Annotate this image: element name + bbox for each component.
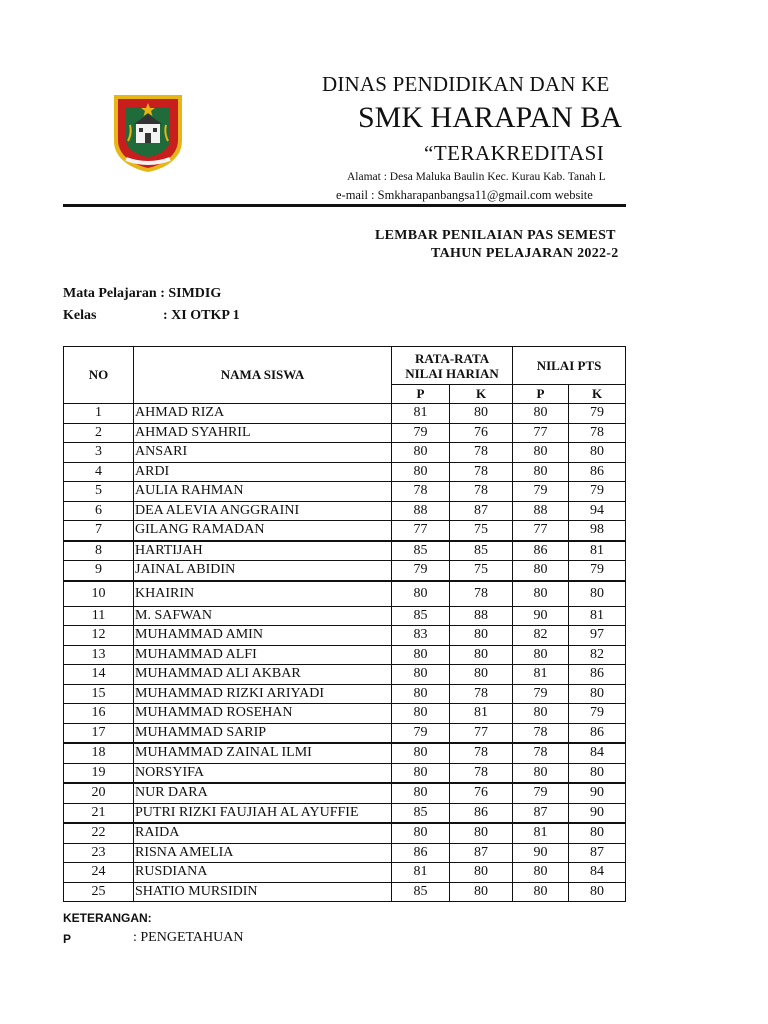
row-number: 5 xyxy=(64,482,134,502)
row-number: 7 xyxy=(64,521,134,541)
row-number: 22 xyxy=(64,823,134,843)
row-number: 25 xyxy=(64,882,134,902)
header-name: NAMA SISWA xyxy=(134,347,392,404)
daily-p-score: 80 xyxy=(392,783,450,803)
daily-k-score: 80 xyxy=(450,863,513,883)
pts-p-score: 80 xyxy=(513,704,569,724)
table-row xyxy=(64,581,626,607)
daily-p-score: 80 xyxy=(392,743,450,763)
student-name: MUHAMMAD ROSEHAN xyxy=(134,704,392,724)
daily-k-score: 80 xyxy=(450,882,513,902)
student-name: NUR DARA xyxy=(134,783,392,803)
daily-p-score: 81 xyxy=(392,404,450,424)
pts-p-score: 86 xyxy=(513,541,569,561)
table-row xyxy=(64,462,626,482)
header-daily-line1: RATA-RATA xyxy=(414,350,490,366)
pts-k-score: 80 xyxy=(569,684,626,704)
pts-p-score: 90 xyxy=(513,606,569,626)
school-crest-logo xyxy=(112,93,184,173)
row-number: 1 xyxy=(64,404,134,424)
class-value: : XI OTKP 1 xyxy=(163,308,240,323)
daily-k-score: 80 xyxy=(450,404,513,424)
pts-k-score: 80 xyxy=(569,581,626,607)
daily-k-score: 85 xyxy=(450,541,513,561)
daily-p-score: 86 xyxy=(392,843,450,863)
table-row xyxy=(64,645,626,665)
daily-p-score: 88 xyxy=(392,501,450,521)
row-number: 14 xyxy=(64,665,134,685)
table-row xyxy=(64,501,626,521)
accreditation-text: “TERAKREDITASI xyxy=(424,141,605,165)
header-daily-line2: NILAI HARIAN xyxy=(405,365,499,381)
table-row xyxy=(64,423,626,443)
student-name: MUHAMMAD SARIP xyxy=(134,723,392,743)
daily-k-score: 80 xyxy=(450,823,513,843)
daily-k-score: 78 xyxy=(450,581,513,607)
row-number: 24 xyxy=(64,863,134,883)
student-name: MUHAMMAD AMIN xyxy=(134,626,392,646)
daily-p-score: 80 xyxy=(392,823,450,843)
table-row xyxy=(64,803,626,823)
daily-k-score: 76 xyxy=(450,423,513,443)
table-row xyxy=(64,626,626,646)
header-no: NO xyxy=(64,347,134,404)
student-name: MUHAMMAD RIZKI ARIYADI xyxy=(134,684,392,704)
class-line xyxy=(63,308,240,324)
class-label: Kelas xyxy=(63,308,97,323)
daily-k-score: 77 xyxy=(450,723,513,743)
table-row xyxy=(64,541,626,561)
table-row xyxy=(64,823,626,843)
pts-p-score: 80 xyxy=(513,443,569,463)
daily-p-score: 80 xyxy=(392,704,450,724)
table-row xyxy=(64,482,626,502)
student-name: MUHAMMAD ALFI xyxy=(134,645,392,665)
row-number: 9 xyxy=(64,561,134,581)
legend-key-p: P xyxy=(63,932,72,946)
daily-k-score: 76 xyxy=(450,783,513,803)
row-number: 8 xyxy=(64,541,134,561)
header-pts: NILAI PTS xyxy=(513,347,626,385)
daily-p-score: 79 xyxy=(392,723,450,743)
table-row xyxy=(64,684,626,704)
daily-p-score: 78 xyxy=(392,482,450,502)
pts-k-score: 79 xyxy=(569,404,626,424)
daily-k-score: 78 xyxy=(450,684,513,704)
row-number: 2 xyxy=(64,423,134,443)
pts-k-score: 79 xyxy=(569,482,626,502)
row-number: 18 xyxy=(64,743,134,763)
daily-p-score: 85 xyxy=(392,882,450,902)
row-number: 6 xyxy=(64,501,134,521)
pts-p-score: 81 xyxy=(513,665,569,685)
row-number: 12 xyxy=(64,626,134,646)
daily-k-score: 80 xyxy=(450,645,513,665)
table-row xyxy=(64,863,626,883)
row-number: 11 xyxy=(64,606,134,626)
pts-k-score: 80 xyxy=(569,763,626,783)
pts-k-score: 84 xyxy=(569,863,626,883)
student-name: AHMAD RIZA xyxy=(134,404,392,424)
pts-p-score: 88 xyxy=(513,501,569,521)
row-number: 23 xyxy=(64,843,134,863)
row-number: 15 xyxy=(64,684,134,704)
daily-k-score: 78 xyxy=(450,462,513,482)
daily-k-score: 75 xyxy=(450,561,513,581)
pts-k-score: 81 xyxy=(569,606,626,626)
row-number: 13 xyxy=(64,645,134,665)
student-name: HARTIJAH xyxy=(134,541,392,561)
row-number: 21 xyxy=(64,803,134,823)
table-row xyxy=(64,443,626,463)
student-name: ANSARI xyxy=(134,443,392,463)
row-number: 10 xyxy=(64,581,134,607)
daily-p-score: 77 xyxy=(392,521,450,541)
student-name: SHATIO MURSIDIN xyxy=(134,882,392,902)
pts-p-score: 80 xyxy=(513,763,569,783)
daily-k-score: 80 xyxy=(450,626,513,646)
table-row xyxy=(64,561,626,581)
pts-p-score: 81 xyxy=(513,823,569,843)
pts-p-score: 78 xyxy=(513,743,569,763)
pts-k-score: 94 xyxy=(569,501,626,521)
student-name: GILANG RAMADAN xyxy=(134,521,392,541)
agency-name: DINAS PENDIDIKAN DAN KE xyxy=(322,72,610,96)
pts-k-score: 80 xyxy=(569,823,626,843)
daily-p-score: 85 xyxy=(392,541,450,561)
daily-p-score: 83 xyxy=(392,626,450,646)
row-number: 16 xyxy=(64,704,134,724)
student-name: RISNA AMELIA xyxy=(134,843,392,863)
pts-k-score: 98 xyxy=(569,521,626,541)
pts-k-score: 84 xyxy=(569,743,626,763)
pts-p-score: 80 xyxy=(513,561,569,581)
daily-p-score: 80 xyxy=(392,443,450,463)
school-address: Alamat : Desa Maluka Baulin Kec. Kurau Kab. Tanah L xyxy=(347,171,606,183)
pts-p-score: 80 xyxy=(513,462,569,482)
daily-p-score: 80 xyxy=(392,763,450,783)
student-name: NORSYIFA xyxy=(134,763,392,783)
daily-k-score: 86 xyxy=(450,803,513,823)
daily-k-score: 78 xyxy=(450,763,513,783)
table-row xyxy=(64,763,626,783)
student-name: AULIA RAHMAN xyxy=(134,482,392,502)
daily-p-score: 80 xyxy=(392,684,450,704)
student-name: AHMAD SYAHRIL xyxy=(134,423,392,443)
daily-p-score: 79 xyxy=(392,561,450,581)
pts-k-score: 86 xyxy=(569,723,626,743)
pts-p-score: 80 xyxy=(513,863,569,883)
daily-k-score: 75 xyxy=(450,521,513,541)
school-email: e-mail : Smkharapanbangsa11@gmail.com website xyxy=(336,188,593,202)
pts-k-score: 80 xyxy=(569,443,626,463)
pts-k-score: 97 xyxy=(569,626,626,646)
header-daily-p: P xyxy=(392,385,450,404)
pts-k-score: 87 xyxy=(569,843,626,863)
table-row xyxy=(64,843,626,863)
grades-table xyxy=(63,346,626,902)
student-name: MUHAMMAD ALI AKBAR xyxy=(134,665,392,685)
student-name: MUHAMMAD ZAINAL ILMI xyxy=(134,743,392,763)
daily-p-score: 80 xyxy=(392,462,450,482)
table-row xyxy=(64,521,626,541)
student-name: KHAIRIN xyxy=(134,581,392,607)
pts-p-score: 79 xyxy=(513,783,569,803)
header-pts-k: K xyxy=(569,385,626,404)
legend-title: KETERANGAN: xyxy=(63,911,152,925)
pts-p-score: 79 xyxy=(513,482,569,502)
daily-p-score: 80 xyxy=(392,645,450,665)
pts-p-score: 80 xyxy=(513,404,569,424)
table-row xyxy=(64,404,626,424)
pts-p-score: 79 xyxy=(513,684,569,704)
daily-p-score: 81 xyxy=(392,863,450,883)
subject-line xyxy=(63,286,221,302)
student-name: DEA ALEVIA ANGGRAINI xyxy=(134,501,392,521)
header-divider xyxy=(63,204,626,207)
pts-p-score: 80 xyxy=(513,882,569,902)
daily-k-score: 80 xyxy=(450,665,513,685)
pts-p-score: 77 xyxy=(513,521,569,541)
daily-k-score: 78 xyxy=(450,743,513,763)
row-number: 19 xyxy=(64,763,134,783)
table-row xyxy=(64,743,626,763)
pts-p-score: 77 xyxy=(513,423,569,443)
table-row xyxy=(64,704,626,724)
pts-k-score: 90 xyxy=(569,783,626,803)
daily-k-score: 88 xyxy=(450,606,513,626)
student-name: RUSDIANA xyxy=(134,863,392,883)
student-name: JAINAL ABIDIN xyxy=(134,561,392,581)
daily-p-score: 80 xyxy=(392,665,450,685)
pts-p-score: 80 xyxy=(513,645,569,665)
daily-p-score: 79 xyxy=(392,423,450,443)
subject-label: Mata Pelajaran : xyxy=(63,286,165,301)
pts-k-score: 90 xyxy=(569,803,626,823)
document-year: TAHUN PELAJARAN 2022-2 xyxy=(431,246,619,261)
pts-k-score: 86 xyxy=(569,462,626,482)
subject-value: SIMDIG xyxy=(168,286,222,301)
student-name: ARDI xyxy=(134,462,392,482)
pts-p-score: 78 xyxy=(513,723,569,743)
pts-k-score: 86 xyxy=(569,665,626,685)
pts-k-score: 82 xyxy=(569,645,626,665)
daily-k-score: 78 xyxy=(450,443,513,463)
header-daily-average xyxy=(392,347,513,385)
pts-p-score: 90 xyxy=(513,843,569,863)
pts-k-score: 78 xyxy=(569,423,626,443)
daily-k-score: 78 xyxy=(450,482,513,502)
header-pts-p: P xyxy=(513,385,569,404)
pts-k-score: 81 xyxy=(569,541,626,561)
row-number: 17 xyxy=(64,723,134,743)
pts-p-score: 82 xyxy=(513,626,569,646)
student-name: PUTRI RIZKI FAUJIAH AL AYUFFIE xyxy=(134,803,392,823)
student-name: M. SAFWAN xyxy=(134,606,392,626)
student-name: RAIDA xyxy=(134,823,392,843)
row-number: 20 xyxy=(64,783,134,803)
table-row xyxy=(64,882,626,902)
document-title: LEMBAR PENILAIAN PAS SEMEST xyxy=(375,228,616,243)
daily-p-score: 85 xyxy=(392,803,450,823)
daily-k-score: 81 xyxy=(450,704,513,724)
pts-p-score: 87 xyxy=(513,803,569,823)
pts-k-score: 79 xyxy=(569,704,626,724)
pts-k-score: 79 xyxy=(569,561,626,581)
pts-k-score: 80 xyxy=(569,882,626,902)
daily-p-score: 85 xyxy=(392,606,450,626)
table-row xyxy=(64,606,626,626)
legend-value-p: : PENGETAHUAN xyxy=(133,930,244,945)
table-row xyxy=(64,723,626,743)
pts-p-score: 80 xyxy=(513,581,569,607)
table-row xyxy=(64,783,626,803)
table-row xyxy=(64,665,626,685)
row-number: 4 xyxy=(64,462,134,482)
daily-k-score: 87 xyxy=(450,843,513,863)
header-daily-k: K xyxy=(450,385,513,404)
row-number: 3 xyxy=(64,443,134,463)
daily-p-score: 80 xyxy=(392,581,450,607)
daily-k-score: 87 xyxy=(450,501,513,521)
school-name: SMK HARAPAN BA xyxy=(358,101,622,134)
